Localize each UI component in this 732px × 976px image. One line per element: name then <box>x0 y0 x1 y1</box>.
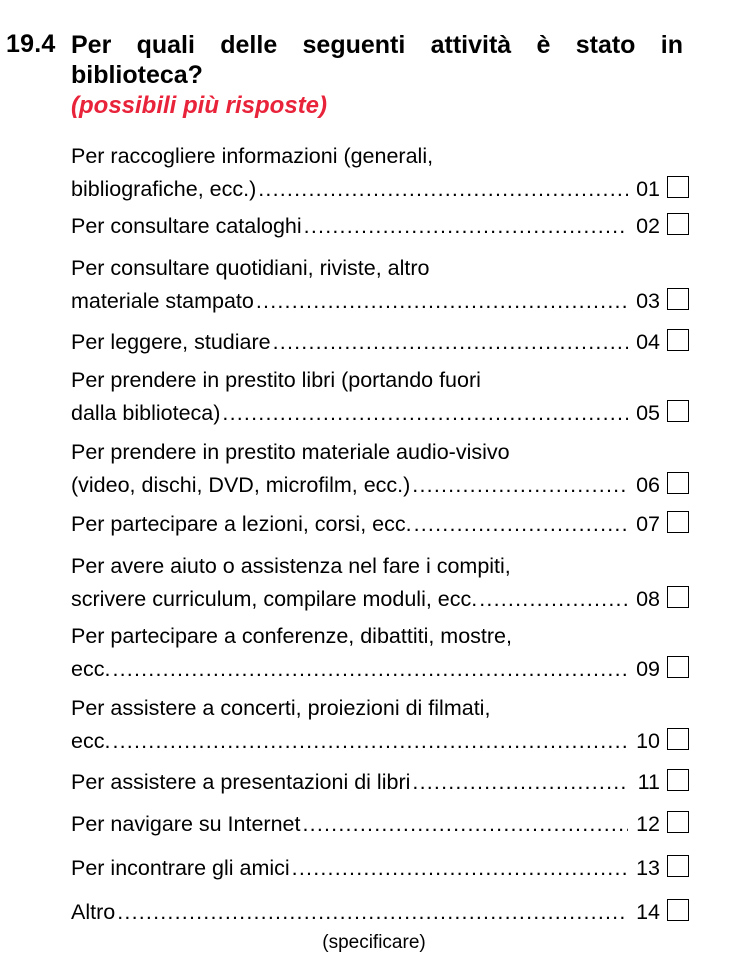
question-title-word: seguenti <box>302 31 406 59</box>
option-label-line1: Per assistere a concerti, proiezioni di filmati, <box>71 696 491 720</box>
dot-leader <box>117 896 628 929</box>
option-label: ecc. <box>71 657 111 681</box>
dot-leader <box>112 725 628 758</box>
option-label: bibliografiche, ecc.) <box>71 177 257 201</box>
option-item <box>71 620 689 686</box>
option-label: Per incontrare gli amici <box>71 856 290 880</box>
option-checkbox[interactable] <box>667 400 689 422</box>
option-item <box>71 766 689 799</box>
option-item <box>71 508 689 541</box>
dot-leader <box>222 397 628 430</box>
option-code: 12 <box>636 812 660 836</box>
option-label: Per navigare su Internet <box>71 812 301 836</box>
question-hint: (possibili più risposte) <box>71 92 328 119</box>
option-label: Per consultare cataloghi <box>71 214 302 238</box>
option-checkbox[interactable] <box>667 213 689 235</box>
option-checkbox[interactable] <box>667 176 689 198</box>
option-label: Altro <box>71 900 116 924</box>
option-label-line1: Per prendere in prestito materiale audio-visivo <box>71 440 510 464</box>
option-label: Per leggere, studiare <box>71 330 271 354</box>
option-checkbox[interactable] <box>667 728 689 750</box>
dot-leader <box>112 653 628 686</box>
question-title-line1 <box>71 30 683 60</box>
option-code: 07 <box>636 512 660 536</box>
option-item <box>71 808 689 841</box>
dot-leader <box>273 326 628 359</box>
option-checkbox[interactable] <box>667 811 689 833</box>
specify-note: (specificare) <box>322 932 426 953</box>
option-item <box>71 852 689 885</box>
option-code: 10 <box>636 729 660 753</box>
question-title-line2: biblioteca? <box>71 61 203 89</box>
option-checkbox[interactable] <box>667 769 689 791</box>
option-code: 06 <box>636 473 660 497</box>
option-code: 11 <box>637 770 660 794</box>
option-checkbox[interactable] <box>667 656 689 678</box>
option-label: (video, dischi, DVD, microfilm, ecc.) <box>71 473 411 497</box>
option-item <box>71 210 689 243</box>
option-label-line1: Per avere aiuto o assistenza nel fare i compiti, <box>71 554 511 578</box>
option-code: 03 <box>636 289 660 313</box>
option-checkbox[interactable] <box>667 899 689 921</box>
question-title <box>71 30 683 90</box>
dot-leader <box>302 808 628 841</box>
option-item <box>71 692 689 758</box>
option-code: 14 <box>636 900 660 924</box>
option-code: 08 <box>636 587 660 611</box>
option-label-line1: Per consultare quotidiani, riviste, altro <box>71 256 430 280</box>
dot-leader <box>414 508 628 541</box>
option-code: 09 <box>636 657 660 681</box>
option-code: 02 <box>636 214 660 238</box>
dot-leader <box>256 285 628 318</box>
question-title-word: è <box>536 31 551 59</box>
dot-leader <box>479 583 628 616</box>
option-code: 04 <box>636 330 660 354</box>
option-label: materiale stampato <box>71 289 254 313</box>
option-checkbox[interactable] <box>667 288 689 310</box>
option-item <box>71 896 689 929</box>
option-item <box>71 550 689 616</box>
option-label: Per assistere a presentazioni di libri <box>71 770 411 794</box>
option-label: Per partecipare a lezioni, corsi, ecc. <box>71 512 412 536</box>
option-code: 05 <box>636 401 660 425</box>
option-item <box>71 140 689 206</box>
option-label: scrivere curriculum, compilare moduli, ecc. <box>71 587 478 611</box>
option-label-line1: Per raccogliere informazioni (generali, <box>71 144 434 168</box>
option-item <box>71 252 689 318</box>
dot-leader <box>412 766 628 799</box>
question-title-word: Per <box>71 31 112 59</box>
option-label-line1: Per partecipare a conferenze, dibattiti, mostre, <box>71 624 512 648</box>
question-title-word: stato <box>575 31 636 59</box>
question-title-word: in <box>660 31 683 59</box>
option-checkbox[interactable] <box>667 329 689 351</box>
option-checkbox[interactable] <box>667 511 689 533</box>
question-title-word: delle <box>220 31 278 59</box>
option-code: 13 <box>636 856 660 880</box>
dot-leader <box>292 852 628 885</box>
question-title-word: attività <box>430 31 512 59</box>
option-item <box>71 326 689 359</box>
dot-leader <box>412 469 628 502</box>
dot-leader <box>258 173 628 206</box>
option-item <box>71 364 689 430</box>
option-checkbox[interactable] <box>667 472 689 494</box>
question-number: 19.4 <box>6 30 56 58</box>
option-checkbox[interactable] <box>667 586 689 608</box>
option-item <box>71 436 689 502</box>
option-label-line1: Per prendere in prestito libri (portando fuori <box>71 368 481 392</box>
option-code: 01 <box>636 177 660 201</box>
dot-leader <box>304 210 628 243</box>
option-checkbox[interactable] <box>667 855 689 877</box>
option-label: ecc. <box>71 729 111 753</box>
option-label: dalla biblioteca) <box>71 401 221 425</box>
question-title-word: quali <box>136 31 195 59</box>
